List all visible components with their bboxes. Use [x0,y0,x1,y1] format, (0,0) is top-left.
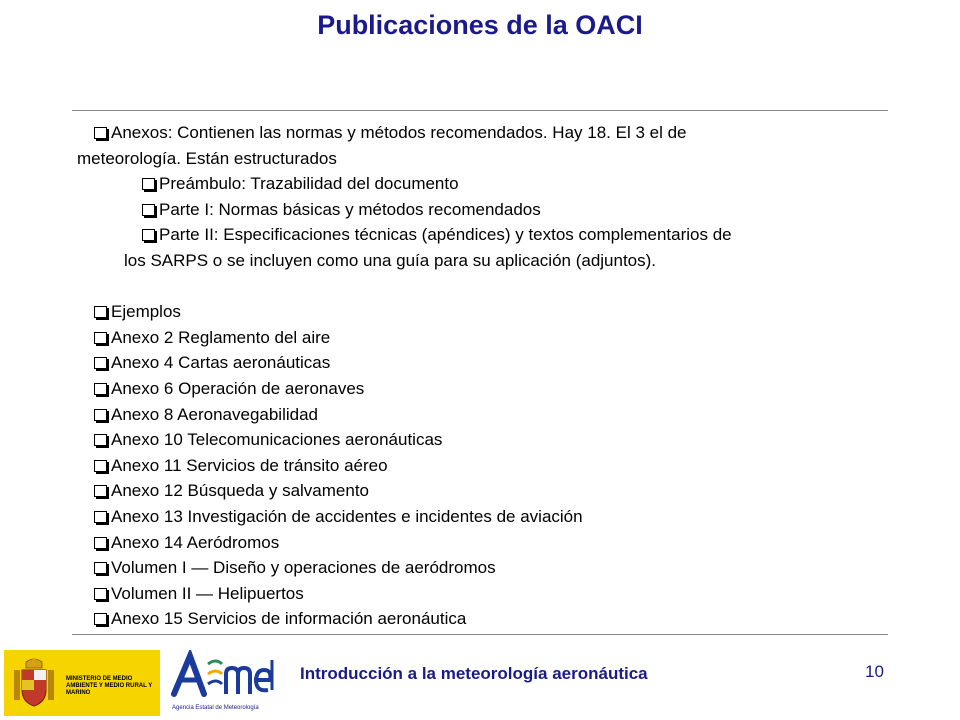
checkbox-bullet-icon [94,357,107,369]
aemet-tagline: Agencia Estatal de Meteorología [172,705,259,711]
checkbox-bullet-icon [94,537,107,549]
bottom-divider [72,634,888,635]
sub-item-part-2: Parte II: Especificaciones técnicas (apéndices) y textos complementarios de [94,222,894,248]
sub-item-preamble: Preámbulo: Trazabilidad del documento [94,171,894,197]
list-item: Anexo 12 Búsqueda y salvamento [94,478,894,504]
checkbox-bullet-icon [94,588,107,600]
checkbox-bullet-icon [94,562,107,574]
checkbox-bullet-icon [142,178,155,190]
checkbox-bullet-icon [94,434,107,446]
list-item: Anexo 6 Operación de aeronaves [94,376,894,402]
list-item: Ejemplos [94,299,894,325]
checkbox-bullet-icon [94,485,107,497]
list-item: Anexo 2 Reglamento del aire [94,325,894,351]
checkbox-bullet-icon [94,383,107,395]
list-item: Anexo 8 Aeronavegabilidad [94,402,894,428]
sub-item-part-1: Parte I: Normas básicas y métodos recomendados [94,197,894,223]
page-number: 10 [865,662,884,681]
list-item: Volumen I — Diseño y operaciones de aeródromos [94,555,894,581]
top-divider [72,110,888,111]
checkbox-bullet-icon [94,460,107,472]
spacer [94,274,894,300]
footer-title: Introducción a la meteorología aeronáutica [300,664,648,683]
checkbox-bullet-icon [94,332,107,344]
list-item: Anexo 15 Servicios de información aeronáutica [94,606,894,632]
checkbox-bullet-icon [94,409,107,421]
coat-of-arms-icon [10,656,58,710]
sub-item-part-2-cont: los SARPS o se incluyen como una guía para su aplicación (adjuntos). [124,250,657,270]
checkbox-bullet-icon [94,306,107,318]
list-item: Anexo 14 Aeródromos [94,530,894,556]
aemet-logo-icon [168,650,278,702]
list-item-annexes-cont: meteorología. Están estructurados [77,148,337,168]
checkbox-bullet-icon [142,204,155,216]
ministry-logo [4,650,160,716]
checkbox-bullet-icon [94,127,107,139]
checkbox-bullet-icon [94,613,107,625]
list-item: Anexo 4 Cartas aeronáuticas [94,350,894,376]
list-item: Anexo 10 Telecomunicaciones aeronáuticas [94,427,894,453]
list-item: Anexo 13 Investigación de accidentes e incidentes de aviación [94,504,894,530]
slide-title: Publicaciones de la OACI [317,10,643,40]
list-item: Volumen II — Helipuertos [94,581,894,607]
list-item-annexes: Anexos: Contienen las normas y métodos recomendados. Hay 18. El 3 el de [94,120,894,146]
checkbox-bullet-icon [94,511,107,523]
list-item: Anexo 11 Servicios de tránsito aéreo [94,453,894,479]
ministry-name: MINISTERIO DE MEDIO AMBIENTE Y MEDIO RURAL Y MARINO [66,676,153,696]
checkbox-bullet-icon [142,229,155,241]
slide-content [77,120,894,632]
